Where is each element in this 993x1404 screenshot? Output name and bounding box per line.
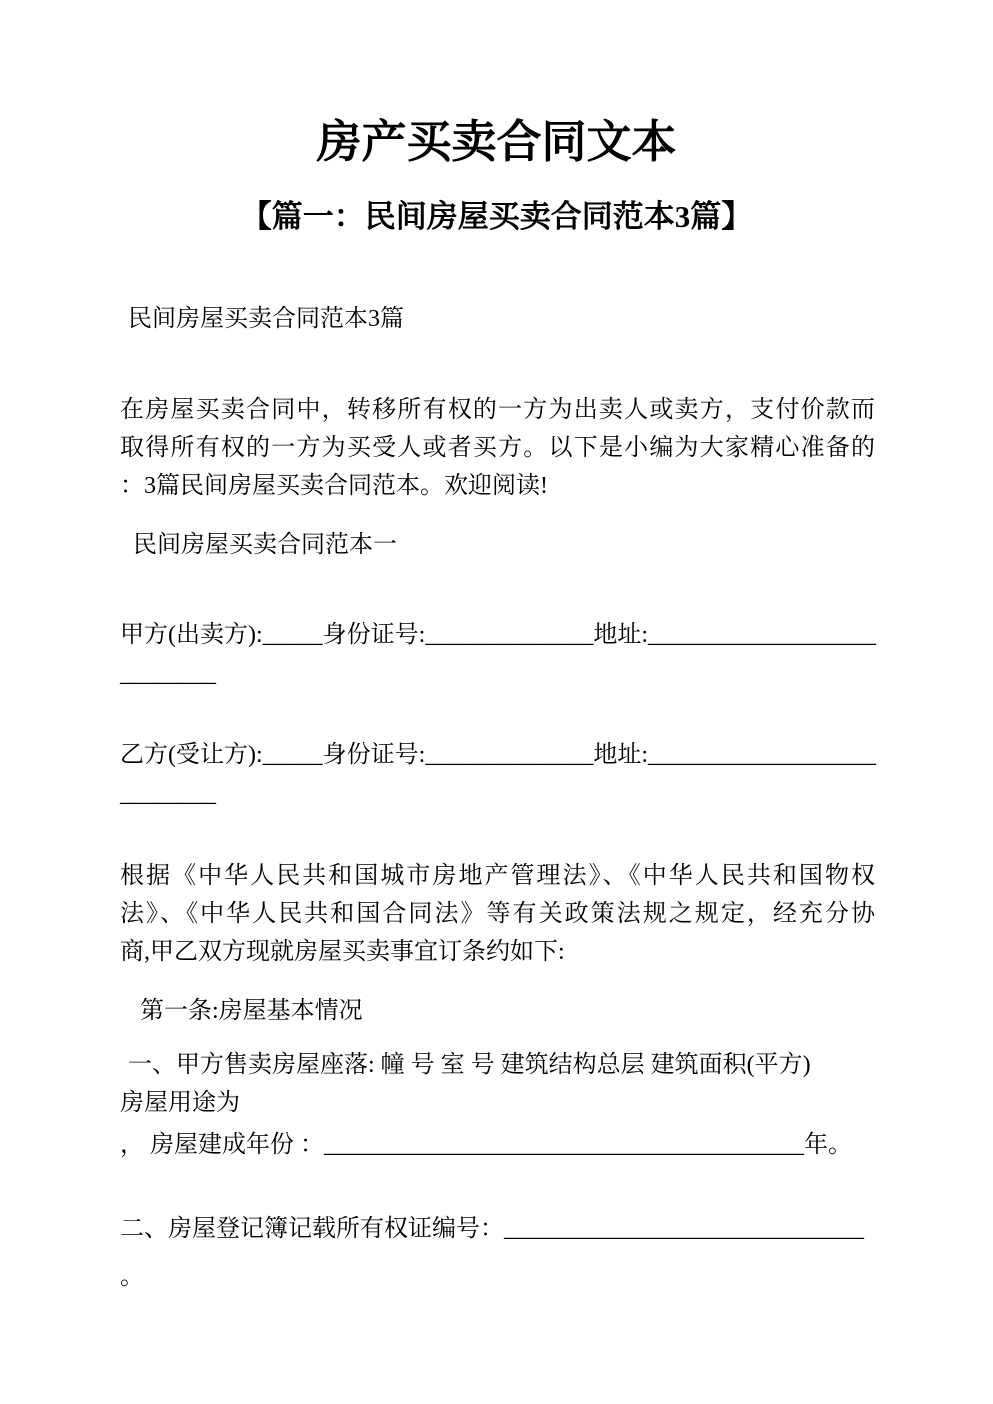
- document-title: 房产买卖合同文本: [316, 117, 677, 167]
- registry-line-period: 。: [120, 1264, 144, 1290]
- registry-number-line: 二、房屋登记簿记载所有权证编号：______________________________: [120, 1216, 864, 1242]
- built-year-line: ， 房屋建成年份 ：________________________________________年。: [120, 1132, 852, 1158]
- sample-heading: 民间房屋买卖合同范本一: [133, 532, 397, 558]
- party-b-line: 乙方(受让方):_____身份证号:______________地址:___________________: [120, 742, 876, 768]
- party-b-blank-continuation: ________: [120, 781, 216, 807]
- party-a-line: 甲方(出卖方):_____身份证号:______________地址:___________________: [120, 622, 876, 648]
- intro-line-1: 在房屋买卖合同中，转移所有权的一方为出卖人或卖方，支付价款而: [120, 397, 875, 423]
- list-heading: 民间房屋买卖合同范本3篇: [128, 306, 404, 332]
- legal-basis-line-1: 根据《中华人民共和国城市房地产管理法》、《中华人民共和国物权: [120, 863, 875, 889]
- intro-line-3: ：3篇民间房屋买卖合同范本。欢迎阅读!: [120, 473, 548, 499]
- document-subtitle: 【篇一：民间房屋买卖合同范本3篇】: [240, 199, 753, 234]
- legal-basis-line-2: 法》、《中华人民共和国合同法》等有关政策法规之规定，经充分协: [120, 901, 875, 927]
- article1-heading: 第一条:房屋基本情况: [140, 998, 363, 1024]
- intro-line-2: 取得所有权的一方为买受人或者买方。以下是小编为大家精心准备的: [120, 435, 875, 461]
- party-a-blank-continuation: ________: [120, 661, 216, 687]
- clause1-line-1: 一、甲方售卖房屋座落: 幢 号 室 号 建筑结构总层 建筑面积(平方): [128, 1052, 811, 1078]
- clause1-line-2: 房屋用途为: [120, 1090, 240, 1116]
- legal-basis-line-3: 商,甲乙双方现就房屋买卖事宜订条约如下:: [120, 939, 565, 965]
